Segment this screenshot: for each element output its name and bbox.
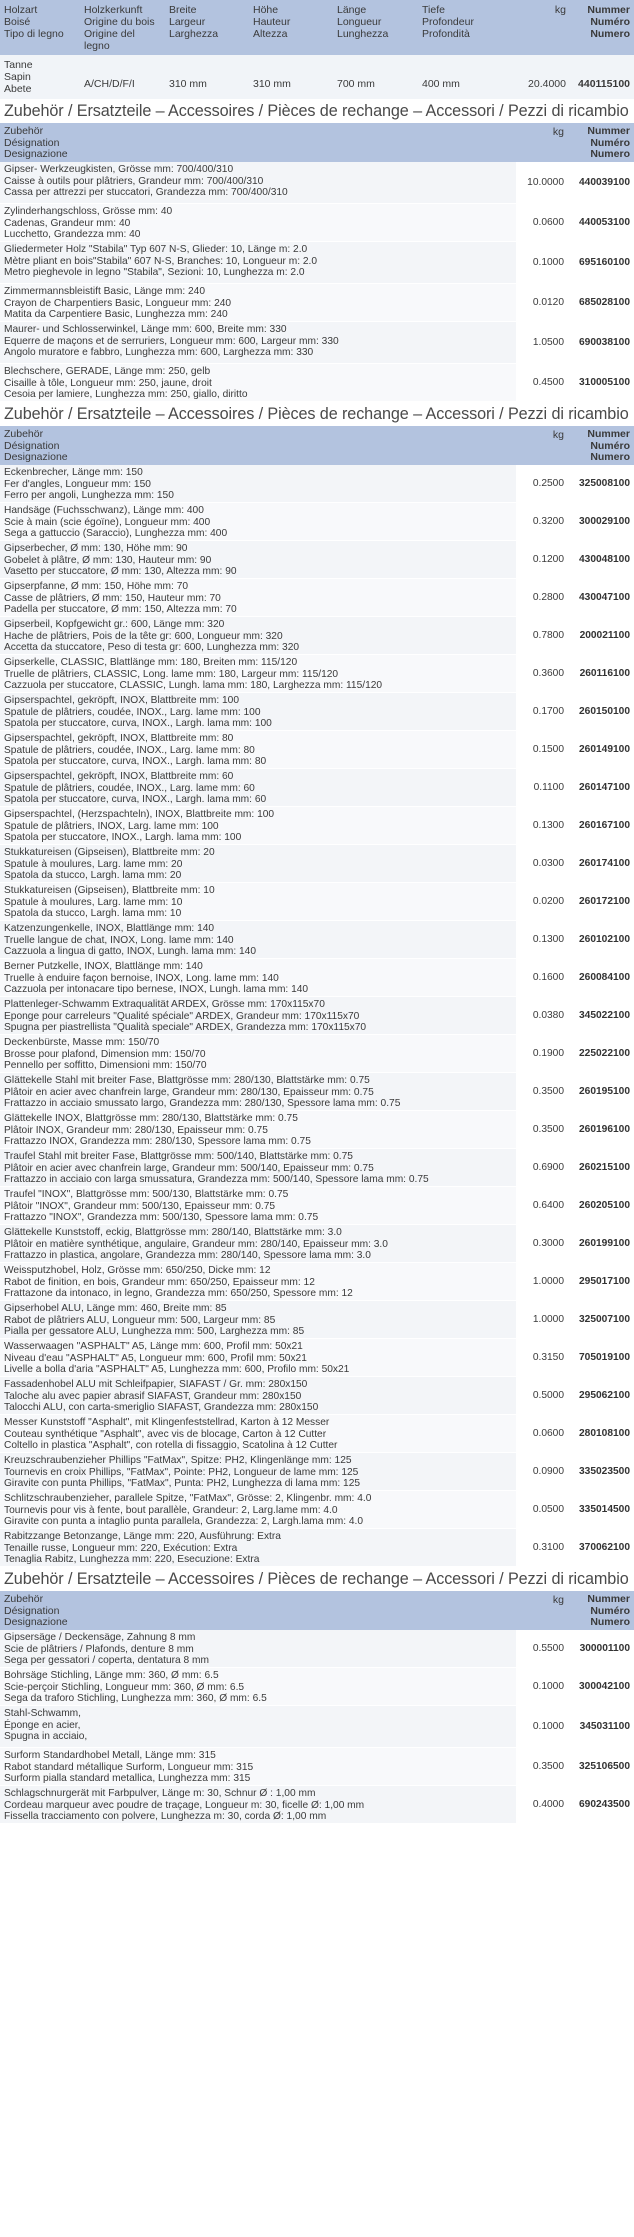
- table-row: [0, 204, 634, 242]
- item-weight: 0.0200: [516, 883, 568, 920]
- item-description: Gliedermeter Holz "Stabila" Typ 607 N-S, Glieder: 10, Länge m: 2.0 Mètre pliant en bois"Stabila" 607 N-S, Branches: 10, Longueur m: 2.0 Metro pieghevole in legno "Stabila", Sezioni: 10, Lunghezza m: 2.0: [0, 242, 516, 283]
- header-origin: Holzkerkunft Origine du bois Origine del legno: [84, 4, 155, 52]
- table-row: [0, 162, 634, 204]
- item-weight: 0.6400: [516, 1187, 568, 1224]
- item-weight: 0.3500: [516, 1111, 568, 1148]
- item-number: 225022100: [568, 1035, 634, 1072]
- item-description: Gipserspachtel, gekröpft, INOX, Blattbreite mm: 100 Spatule de plâtriers, coudée, INOX., Larg. lame mm: 100 Spatola per stuccatore, curva, INOX., Largh. lama mm: 100: [0, 693, 516, 730]
- item-weight: 0.5000: [516, 1377, 568, 1414]
- table-row: [0, 1301, 634, 1339]
- item-description: Berner Putzkelle, INOX, Blattlänge mm: 140 Truelle à enduire façon bernoise, INOX, Long. lame mm: 140 Cazzuola per intonacare tipo bernese, INOX, Lungh. lama mm: 140: [0, 959, 516, 996]
- table-row: [0, 731, 634, 769]
- table-row: [0, 1035, 634, 1073]
- item-weight: 1.0500: [516, 322, 568, 363]
- item-description: Schlagschnurgerät mit Farbpulver, Länge m: 30, Schnur Ø : 1,00 mm Cordeau marqueur avec poudre de traçage, Longueur m: 30, ficelle Ø: 1,00 mm Fissella tracciamento con polvere, Lunghezza m: 30, corda Ø: 1,00 mm: [0, 1786, 516, 1823]
- item-weight: 0.0300: [516, 845, 568, 882]
- item-weight: 0.4000: [516, 1786, 568, 1823]
- item-number: 440053100: [568, 204, 634, 241]
- item-number: 695160100: [568, 242, 634, 283]
- item-number: 260167100: [568, 807, 634, 844]
- item-weight: 0.0900: [516, 1453, 568, 1490]
- item-description: Gipserhobel ALU, Länge mm: 460, Breite mm: 85 Rabot de plâtriers ALU, Longueur mm: 500, Largeur mm: 85 Pialla per gessatore ALU, Lunghezza mm: 500, Larghezza mm: 85: [0, 1301, 516, 1338]
- item-weight: 0.0120: [516, 284, 568, 321]
- item-weight: 0.3500: [516, 1748, 568, 1785]
- item-weight: 0.1000: [516, 1706, 568, 1747]
- item-number: 325106500: [568, 1748, 634, 1785]
- section-title: Zubehör / Ersatzteile – Accessoires / Pièces de rechange – Accessori / Pezzi di ricambio: [4, 405, 629, 423]
- height-value: 310 mm: [253, 78, 291, 90]
- table-row: [0, 1377, 634, 1415]
- table-row: [0, 1529, 634, 1567]
- table-row: [0, 845, 634, 883]
- item-number: 335014500: [568, 1491, 634, 1528]
- item-description: Katzenzungenkelle, INOX, Blattlänge mm: 140 Truelle langue de chat, INOX, Long. lame mm: 140 Cazzuola a lingua di gatto, INOX, Lungh. lama mm: 140: [0, 921, 516, 958]
- item-description: Gipser- Werkzeugkisten, Grösse mm: 700/400/310 Caisse à outils pour plâtriers, Grandeur mm: 700/400/310 Cassa per attrezzi per stuccatori, Grandezza mm: 700/400/310: [0, 162, 516, 203]
- item-description: Gipsersäge / Deckensäge, Zahnung 8 mm Scie de plâtriers / Plafonds, denture 8 mm Sega per gessatori / coperta, dentatura 8 mm: [0, 1630, 516, 1667]
- table-row: [0, 1706, 634, 1748]
- item-description: Gipserbeil, Kopfgewicht gr.: 600, Länge mm: 320 Hache de plâtriers, Pois de la tête gr: 600, Longueur mm: 320 Accetta da stuccatore, Peso di testa gr: 600, Lunghezza mm: 320: [0, 617, 516, 654]
- item-number: 430047100: [568, 579, 634, 616]
- header-kg: kg: [554, 4, 566, 16]
- table-row: [0, 1263, 634, 1301]
- table-row: [0, 1225, 634, 1263]
- item-description: Kreuzschraubenzieher Phillips "FatMax", Spitze: PH2, Klingenlänge mm: 125 Tournevis en croix Phillips, "FatMax", Pointe: PH2, Longueur de lame mm: 125 Giravite con punta Phillips, "FatMax", Punta: PH2, Lunghezza di lama mm: 125: [0, 1453, 516, 1490]
- item-number: 690243500: [568, 1786, 634, 1823]
- item-number: 300029100: [568, 503, 634, 540]
- table-row: [0, 541, 634, 579]
- table-row: [0, 997, 634, 1035]
- product-row: [0, 55, 634, 99]
- item-number: 260205100: [568, 1187, 634, 1224]
- header-height: Höhe Hauteur Altezza: [253, 4, 291, 40]
- header-number: Nummer Numéro Numero: [587, 4, 630, 40]
- item-number: 260116100: [568, 655, 634, 692]
- item-weight: 0.3150: [516, 1339, 568, 1376]
- item-description: Gipserbecher, Ø mm: 130, Höhe mm: 90 Gobelet à plâtre, Ø mm: 130, Hauteur mm: 90 Vasetto per stuccatore, Ø mm: 130, Altezza mm: 90: [0, 541, 516, 578]
- item-number: 345031100: [568, 1706, 634, 1747]
- item-description: Traufel "INOX", Blattgrösse mm: 500/130, Blattstärke mm: 0.75 Plâtoir "INOX", Grandeur mm: 500/130, Epaisseur mm: 0.75 Frattazzo "INOX", Grandezza mm: 500/130, Spessore lama mm: 0.75: [0, 1187, 516, 1224]
- item-description: Zimmermannsbleistift Basic, Länge mm: 240 Crayon de Charpentiers Basic, Longueur mm: 240 Matita da Carpentiere Basic, Lunghezza mm: 240: [0, 284, 516, 321]
- table-row: [0, 579, 634, 617]
- width-value: 310 mm: [169, 78, 207, 90]
- item-description: Glättekelle Stahl mit breiter Fase, Blattgrösse mm: 280/130, Blattstärke mm: 0.75 Plâtoir en acier avec chanfrein large, Grandeur mm: 280/130, Epaisseur mm: 0.75 Frattazzo in acciaio smussato largo, Grandezza mm: 280/130, Spessore lama mm: 0.75: [0, 1073, 516, 1110]
- item-weight: 0.1600: [516, 959, 568, 996]
- table-row: [0, 1415, 634, 1453]
- table-row: [0, 693, 634, 731]
- item-description: Blechschere, GERADE, Länge mm: 250, gelb Cisaille à tôle, Longueur mm: 250, jaune, droit Cesoia per lamiere, Lunghezza mm: 250, giallo, diritto: [0, 364, 516, 401]
- accessory-section: [0, 99, 634, 402]
- item-number: 370062100: [568, 1529, 634, 1566]
- product-table: [0, 0, 634, 99]
- item-number: 260150100: [568, 693, 634, 730]
- item-number: 705019100: [568, 1339, 634, 1376]
- item-weight: 0.1300: [516, 921, 568, 958]
- item-description: Stukkatureisen (Gipseisen), Blattbreite mm: 20 Spatule à moulures, Larg. lame mm: 20 Spatola da stucco, Largh. lama mm: 20: [0, 845, 516, 882]
- item-number: 440039100: [568, 162, 634, 203]
- item-description: Messer Kunststoff "Asphalt", mit Klingenfeststellrad, Karton à 12 Messer Couteau synthétique "Asphalt", avec vis de blocage, Carton à 12 Cutter Coltello in plastica "Asphalt", con rotella di fissaggio, Scatolina à 12 Cutter: [0, 1415, 516, 1452]
- item-description: Gipserspachtel, (Herzspachteln), INOX, Blattbreite mm: 100 Spatule de plâtriers, INOX, Larg. lame mm: 100 Spatola per stuccatore, INOX., Largh. lama mm: 100: [0, 807, 516, 844]
- item-weight: 0.1900: [516, 1035, 568, 1072]
- item-description: Gipserkelle, CLASSIC, Blattlänge mm: 180, Breiten mm: 115/120 Truelle de plâtriers, CLASSIC, Long. lame mm: 180, Largeur mm: 115/120 Cazzuola per stuccatore, CLASSIC, Lungh. lama mm: 180, Larghezza mm: 115/120: [0, 655, 516, 692]
- item-weight: 1.0000: [516, 1263, 568, 1300]
- item-weight: 0.2500: [516, 465, 568, 502]
- table-row: [0, 242, 634, 284]
- item-number: 260147100: [568, 769, 634, 806]
- header-depth: Tiefe Profondeur Profondità: [422, 4, 474, 40]
- table-row: [0, 617, 634, 655]
- item-weight: 0.0380: [516, 997, 568, 1034]
- accessory-section: [0, 1567, 634, 1824]
- item-weight: 0.3000: [516, 1225, 568, 1262]
- item-weight: 0.0600: [516, 204, 568, 241]
- item-description: Wasserwaagen "ASPHALT" A5, Länge mm: 600, Profil mm: 50x21 Niveau d'eau "ASPHALT" A5, Longueur mm: 600, Profil mm: 50x21 Livelle a bolla d'aria "ASPHALT" A5, Lunghezza mm: 600, Profilo mm: 50x21: [0, 1339, 516, 1376]
- item-number: 690038100: [568, 322, 634, 363]
- item-weight: 0.1000: [516, 242, 568, 283]
- item-description: Glättekelle INOX, Blattgrösse mm: 280/130, Blattstärke mm: 0.75 Plâtoir INOX, Grandeur mm: 280/130, Epaisseur mm: 0.75 Frattazzo INOX, Grandezza mm: 280/130, Spessore lama mm: 0.75: [0, 1111, 516, 1148]
- table-row: [0, 1111, 634, 1149]
- accessory-sections: [0, 99, 634, 1824]
- table-row: [0, 503, 634, 541]
- item-weight: 0.0500: [516, 1491, 568, 1528]
- item-description: Gipserpfanne, Ø mm: 150, Höhe mm: 70 Casse de plâtriers, Ø mm: 150, Hauteur mm: 70 Padella per stuccatore, Ø mm: 150, Altezza mm: 70: [0, 579, 516, 616]
- item-description: Weissputzhobel, Holz, Grösse mm: 650/250, Dicke mm: 12 Rabot de finition, en bois, Grandeur mm: 650/250, Epaisseur mm: 12 Frattazone da intonaco, in legno, Grandezza mm: 650/250, Spessore mm: 12: [0, 1263, 516, 1300]
- item-weight: 0.1700: [516, 693, 568, 730]
- item-description: Bohrsäge Stichling, Länge mm: 360, Ø mm: 6.5 Scie-perçoir Stichling, Longueur mm: 360, Ø mm: 6.5 Sega da traforo Stichling, Lunghezza mm: 360, Ø mm: 6.5: [0, 1668, 516, 1705]
- item-number: 310005100: [568, 364, 634, 401]
- table-row: [0, 959, 634, 997]
- table-row: [0, 1668, 634, 1706]
- item-weight: 0.1100: [516, 769, 568, 806]
- item-list: [0, 162, 634, 402]
- item-description: Rabitzzange Betonzange, Länge mm: 220, Ausführung: Extra Tenaille russe, Longueur mm: 220, Exécution: Extra Tenaglia Rabitz, Lunghezza mm: 220, Esecuzione: Extra: [0, 1529, 516, 1566]
- section-header: [0, 123, 634, 162]
- origin-value: A/CH/D/F/I: [84, 78, 135, 90]
- section-header-number: Nummer Numéro Numero: [587, 1593, 630, 1628]
- product-table-header: [0, 0, 634, 55]
- table-row: [0, 1073, 634, 1111]
- table-row: [0, 1491, 634, 1529]
- item-number: 260195100: [568, 1073, 634, 1110]
- section-header-designation: Zubehör Désignation Designazione: [4, 1593, 68, 1628]
- table-row: [0, 1453, 634, 1491]
- item-number: 260215100: [568, 1149, 634, 1186]
- item-weight: 0.3600: [516, 655, 568, 692]
- item-description: Stukkatureisen (Gipseisen), Blattbreite mm: 10 Spatule à moulures, Larg. lame mm: 10 Spatola da stucco, Largh. lama mm: 10: [0, 883, 516, 920]
- item-number: 685028100: [568, 284, 634, 321]
- item-weight: 0.1500: [516, 731, 568, 768]
- header-width: Breite Largeur Larghezza: [169, 4, 219, 40]
- header-length: Länge Longueur Lunghezza: [337, 4, 389, 40]
- depth-value: 400 mm: [422, 78, 460, 90]
- item-weight: 0.5500: [516, 1630, 568, 1667]
- item-number: 260102100: [568, 921, 634, 958]
- section-header: [0, 426, 634, 465]
- item-number: 295062100: [568, 1377, 634, 1414]
- item-weight: 0.1300: [516, 807, 568, 844]
- section-header-kg: kg: [552, 126, 564, 138]
- item-weight: 0.6900: [516, 1149, 568, 1186]
- item-number: 280108100: [568, 1415, 634, 1452]
- item-number: 200021100: [568, 617, 634, 654]
- kg-value: 20.4000: [528, 78, 566, 90]
- item-number: 260084100: [568, 959, 634, 996]
- table-row: [0, 322, 634, 364]
- item-weight: 0.3500: [516, 1073, 568, 1110]
- item-description: Gipserspachtel, gekröpft, INOX, Blattbreite mm: 80 Spatule de plâtriers, coudée, INOX., Larg. lame mm: 80 Spatola per stuccatore, curva, INOX., Largh. lama mm: 80: [0, 731, 516, 768]
- table-row: [0, 1187, 634, 1225]
- section-title: Zubehör / Ersatzteile – Accessoires / Pièces de rechange – Accessori / Pezzi di ricambio: [4, 1570, 629, 1588]
- section-header-kg: kg: [552, 429, 564, 441]
- item-description: Handsäge (Fuchsschwanz), Länge mm: 400 Scie à main (scie égoïne), Longueur mm: 400 Sega a gattuccio (Saraccio), Lunghezza mm: 400: [0, 503, 516, 540]
- item-weight: 0.4500: [516, 364, 568, 401]
- number-value: 440115100: [578, 78, 630, 90]
- item-number: 260199100: [568, 1225, 634, 1262]
- item-weight: 0.3200: [516, 503, 568, 540]
- section-header-kg: kg: [552, 1594, 564, 1606]
- table-row: [0, 807, 634, 845]
- accessory-section: [0, 402, 634, 1567]
- item-description: Plattenleger-Schwamm Extraqualität ARDEX, Grösse mm: 170x115x70 Eponge pour carreleurs "Qualité spéciale" ARDEX, Grandeur mm: 170x115x70 Spugna per piastrellista "Qualità speciale" ARDEX, Grandezza mm: 170x115x70: [0, 997, 516, 1034]
- item-description: Gipserspachtel, gekröpft, INOX, Blattbreite mm: 60 Spatule de plâtriers, coudée, INOX., Larg. lame mm: 60 Spatola per stuccatore, curva, INOX., Largh. lama mm: 60: [0, 769, 516, 806]
- item-number: 300001100: [568, 1630, 634, 1667]
- item-weight: 0.1200: [516, 541, 568, 578]
- item-description: Surform Standardhobel Metall, Länge mm: 315 Rabot standard métallique Surform, Longueur mm: 315 Surform pialla standard metallica, Lunghezza mm: 315: [0, 1748, 516, 1785]
- item-weight: 10.0000: [516, 162, 568, 203]
- item-number: 260196100: [568, 1111, 634, 1148]
- section-header: [0, 1591, 634, 1630]
- section-header-designation: Zubehör Désignation Designazione: [4, 125, 68, 160]
- item-number: 325007100: [568, 1301, 634, 1338]
- item-weight: 0.7800: [516, 617, 568, 654]
- item-number: 260149100: [568, 731, 634, 768]
- item-number: 260172100: [568, 883, 634, 920]
- item-description: Glättekelle Kunststoff, eckig, Blattgrösse mm: 280/140, Blattstärke mm: 3.0 Plâtoir en matière synthétique, angulaire, Grandeur mm: 280/140, Epaisseur mm: 3.0 Frattazzo in plastica, angolare, Grandezza mm: 280/140, Spessore lama mm: 3.0: [0, 1225, 516, 1262]
- table-row: [0, 1748, 634, 1786]
- item-number: 295017100: [568, 1263, 634, 1300]
- item-list: [0, 1630, 634, 1824]
- table-row: [0, 769, 634, 807]
- table-row: [0, 921, 634, 959]
- table-row: [0, 655, 634, 693]
- item-weight: 0.0600: [516, 1415, 568, 1452]
- item-number: 335023500: [568, 1453, 634, 1490]
- table-row: [0, 1149, 634, 1187]
- item-weight: 0.2800: [516, 579, 568, 616]
- item-description: Fassadenhobel ALU mit Schleifpapier, SIAFAST / Gr. mm: 280x150 Taloche alu avec papier abrasif SIAFAST, Grandeur mm: 280x150 Talocchi ALU, con carta-smeriglio SIAFAST, Grandezza mm: 280x150: [0, 1377, 516, 1414]
- section-title: Zubehör / Ersatzteile – Accessoires / Pièces de rechange – Accessori / Pezzi di ricambio: [4, 102, 629, 120]
- item-description: Stahl-Schwamm, Éponge en acier, Spugna in acciaio,: [0, 1706, 516, 1747]
- item-number: 260174100: [568, 845, 634, 882]
- table-row: [0, 1339, 634, 1377]
- table-row: [0, 883, 634, 921]
- item-description: Eckenbrecher, Länge mm: 150 Fer d'angles, Longueur mm: 150 Ferro per angoli, Lunghezza mm: 150: [0, 465, 516, 502]
- length-value: 700 mm: [337, 78, 375, 90]
- item-number: 430048100: [568, 541, 634, 578]
- table-row: [0, 1630, 634, 1668]
- item-description: Maurer- und Schlosserwinkel, Länge mm: 600, Breite mm: 330 Equerre de maçons et de serruriers, Longueur mm: 600, Largeur mm: 330 Angolo muratore e fabbro, Lunghezza mm: 600, Larghezza mm: 330: [0, 322, 516, 363]
- table-row: [0, 364, 634, 402]
- item-description: Schlitzschraubenzieher, parallele Spitze, "FatMax", Grösse: 2, Klingenbr. mm: 4.0 Tournevis pour vis à fente, bout parallèle, Grandeur: 2, Larg.lame mm: 4.0 Giravite con punta a intaglio punta parallela, Grandezza: 2, Largh.lama mm: 4.0: [0, 1491, 516, 1528]
- item-description: Zylinderhangschloss, Grösse mm: 40 Cadenas, Grandeur mm: 40 Lucchetto, Grandezza mm: 40: [0, 204, 516, 241]
- table-row: [0, 284, 634, 322]
- section-header-number: Nummer Numéro Numero: [587, 125, 630, 160]
- table-row: [0, 1786, 634, 1824]
- section-header-number: Nummer Numéro Numero: [587, 428, 630, 463]
- item-weight: 0.3100: [516, 1529, 568, 1566]
- table-row: [0, 465, 634, 503]
- item-number: 325008100: [568, 465, 634, 502]
- section-header-designation: Zubehör Désignation Designazione: [4, 428, 68, 463]
- wood-value: Tanne Sapin Abete: [4, 59, 33, 95]
- item-weight: 1.0000: [516, 1301, 568, 1338]
- item-description: Traufel Stahl mit breiter Fase, Blattgrösse mm: 500/140, Blattstärke mm: 0.75 Plâtoir en acier avec chanfrein large, Grandeur mm: 500/140, Epaisseur mm: 0.75 Frattazzo in acciaio con larga smussatura, Grandezza mm: 500/140, Spessore lama mm: 0.75: [0, 1149, 516, 1186]
- item-number: 300042100: [568, 1668, 634, 1705]
- item-description: Deckenbürste, Masse mm: 150/70 Brosse pour plafond, Dimension mm: 150/70 Pennello per soffitto, Dimensioni mm: 150/70: [0, 1035, 516, 1072]
- header-wood: Holzart Boisé Tipo di legno: [4, 4, 64, 40]
- item-number: 345022100: [568, 997, 634, 1034]
- item-weight: 0.1000: [516, 1668, 568, 1705]
- item-list: [0, 465, 634, 1567]
